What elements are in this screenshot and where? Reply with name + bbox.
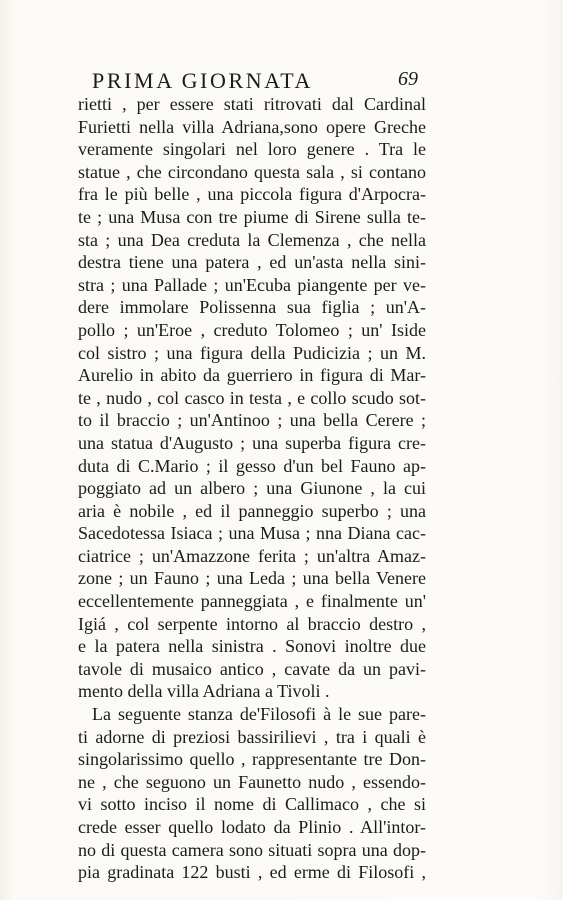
page-number: 69 bbox=[398, 68, 418, 90]
text-line: ti adorne di preziosi bassirilievi , tra i quali è bbox=[78, 726, 426, 747]
text-line: sta ; una Dea creduta la Clemenza , che nella bbox=[78, 229, 426, 250]
text-line: Igiá , col serpente intorno al braccio destro , bbox=[78, 613, 426, 634]
text-line: veramente singolari nel loro genere . Tra le bbox=[78, 139, 426, 160]
text-line: Furietti nella villa Adriana,sono opere Greche bbox=[78, 116, 426, 137]
text-line: mento della villa Adriana a Tivoli . bbox=[78, 681, 330, 702]
text-line: singolarissimo quello , rappresentante tre Don- bbox=[78, 749, 426, 770]
text-line: pia gradinata 122 busti , ed erme di Filosofi , bbox=[78, 862, 426, 883]
text-line: eccellentemente panneggiata , e finalmente un' bbox=[78, 591, 426, 612]
text-line: pollo ; un'Eroe , creduto Tolomeo ; un' Iside bbox=[78, 319, 426, 340]
text-line: no di questa camera sono situati sopra una dop- bbox=[78, 839, 426, 860]
text-line: Aurelio in abito da guerriero in figura di Mar- bbox=[78, 365, 426, 386]
text-line: te ; una Musa con tre piume di Sirene sulla te- bbox=[78, 206, 426, 227]
text-line: destra tiene una patera , ed un'asta nella sini- bbox=[78, 252, 426, 273]
text-line: vi sotto inciso il nome di Callimaco , che si bbox=[78, 794, 426, 815]
text-line: poggiato ad un albero ; una Giunone , la cui bbox=[78, 478, 426, 499]
body-text bbox=[78, 93, 426, 884]
text-line: ne , che seguono un Faunetto nudo , essendo- bbox=[78, 771, 426, 792]
text-line: una statua d'Augusto ; una superba figura cre- bbox=[78, 432, 426, 453]
text-line: col sistro ; una figura della Pudicizia ; un M. bbox=[78, 342, 426, 363]
text-line: fra le più belle , una piccola figura d'Arpocra- bbox=[78, 184, 426, 205]
text-line: stra ; una Pallade ; un'Ecuba piangente per ve- bbox=[78, 274, 426, 295]
page-header bbox=[92, 68, 418, 94]
text-line: zone ; un Fauno ; una Leda ; una bella Venere bbox=[78, 568, 426, 589]
text-line: Sacedotessa Isiaca ; una Musa ; nna Diana cac- bbox=[78, 523, 426, 544]
text-line: rietti , per essere stati ritrovati dal Cardinal bbox=[78, 94, 426, 114]
text-line: duta di C.Mario ; il gesso d'un bel Fauno ap- bbox=[78, 455, 426, 476]
text-line: aria è nobile , ed il panneggio superbo ; una bbox=[78, 500, 426, 521]
text-line: te , nudo , col casco in testa , e collo scudo sot- bbox=[78, 387, 426, 408]
running-head: PRIMA GIORNATA bbox=[92, 68, 314, 93]
text-line: tavole di musaico antico , cavate da un pavi- bbox=[78, 658, 426, 679]
text-line: ciatrice ; un'Amazzone ferita ; un'altra Amaz- bbox=[78, 545, 426, 566]
text-line: crede esser quello lodato da Plinio . All'intor- bbox=[78, 817, 426, 837]
text-line: to il braccio ; un'Antinoo ; una bella Cerere ; bbox=[78, 410, 426, 431]
text-line: e la patera nella sinistra . Sonovi inoltre due bbox=[78, 636, 426, 657]
text-line: dere immolare Polissenna sua figlia ; un'A- bbox=[78, 297, 426, 318]
text-line: statue , che circondano questa sala , si contano bbox=[78, 161, 426, 182]
paragraph-first-line: La seguente stanza de'Filosofi à le sue pare- bbox=[92, 704, 426, 725]
